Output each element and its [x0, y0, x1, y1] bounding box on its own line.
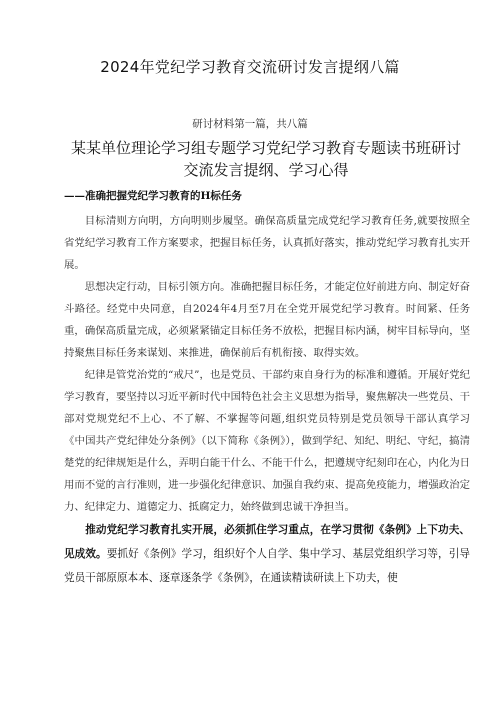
lead-paragraph-rest: 要抓好《条例》学习，组织好个人自学、集中学习、基层党组织学习等，引导党员干部原原本本、逐章逐条学《条例》，在通读精读研读上下功夫，使 — [64, 548, 471, 584]
article-title-line2: 交流发言提纲、学习心得 — [183, 161, 349, 179]
article-body — [64, 210, 470, 590]
article-subtitle: ——准确把握党纪学习教育的H标任务 — [64, 190, 242, 202]
article-title — [62, 137, 470, 181]
lead-paragraph-strong: 推动党纪学习教育扎实开展，必须抓住学习重点，在学习贯彻《条例》上下功夫、见成效。 — [64, 524, 470, 560]
document-title: 2024年党纪学习教育交流研讨发言提纲八篇 — [100, 58, 400, 76]
body-paragraph: 纪律是管党治党的“戒尺”，也是党员、干部约束自身行为的标准和遵循。开展好党纪学习教育，要坚持以习近平新时代中国特色社会主义思想为指导，聚焦解决一些党员、干部对党规党纪不上心、不了解、不掌握等问题,组织党员特别是党员领导干部认真学习《中国共产党纪律处分条例》（以下简称《条例》），做到学纪、知纪、明纪、守纪，搞清楚党的纪律规矩是什么，弄明白能干什么、不能干什么，把遵规守纪刻印在心，内化为日用而不觉的言行准则，进一步强化纪律意识、加强自我约束、提高免疫能力，增强政治定力、纪律定力、道德定力、抵腐定力，始终做到忠诚干净担当。 — [64, 369, 470, 513]
material-label: 研讨材料第一篇，共八篇 — [192, 118, 308, 130]
article-title-line1: 某某单位理论学习组专题学习党纪学习教育专题读书班研讨 — [70, 139, 461, 157]
lead-paragraph — [64, 518, 470, 590]
body-paragraph: 思想决定行动，目标引领方向。准确把握目标任务，才能定位好前进方向、制定好奋斗路径。经党中央同意，自2024年4月至7月在全党开展党纪学习教育。时间紧、任务重，确保高质量完成，必须紧紧锚定目标任务不放松，把握目标内涵，树牢目标导向，坚持聚焦目标任务来谋划、来推进，确保前后有机衔接、取得实效。 — [64, 281, 470, 359]
body-paragraph: 目标清则方向明，方向明则步履坚。确保高质量完成党纪学习教育任务,就要按照全省党纪学习教育工作方案要求，把握目标任务，认真抓好落实，推动党纪学习教育扎实开展。 — [64, 215, 470, 271]
